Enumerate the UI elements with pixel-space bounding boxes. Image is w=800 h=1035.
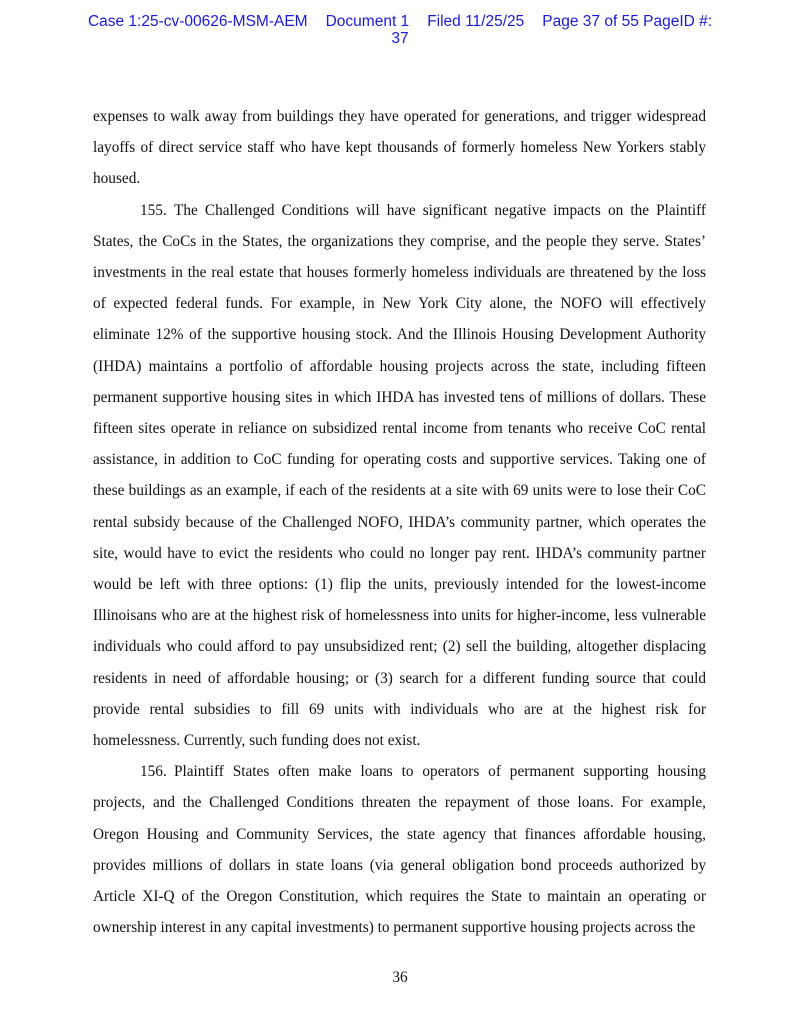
filed-date: Filed 11/25/25 — [427, 13, 525, 30]
case-header — [60, 13, 740, 47]
page-info: Page 37 of 55 PageID #: — [542, 13, 713, 30]
case-number: Case 1:25-cv-00626-MSM-AEM — [87, 13, 308, 30]
case-header-line-1 — [60, 13, 740, 30]
continuation-paragraph: expenses to walk away from buildings they have operated for generations, and trigger widespread layoffs of direct service staff who have kept thousands of formerly homeless New Yorkers stably housed. — [93, 108, 706, 188]
paragraph-number: 155. — [140, 201, 167, 219]
page-id: 37 — [391, 30, 409, 47]
paragraph-156 — [93, 756, 706, 943]
document-number: Document 1 — [325, 13, 410, 30]
paragraph-155 — [93, 195, 706, 757]
document-body — [93, 101, 706, 943]
paragraph-text: The Challenged Conditions will have significant negative impacts on the Plaintiff States, the CoCs in the States, the organizations they comprise, and the people they serve. States’ investments in the real estate that houses formerly homeless individuals are threatened by the loss of expected federal funds. For example, in New York City alone, the NOFO will effectively eliminate 12% of the supportive housing stock. And the Illinois Housing Development Authority (IHDA) maintains a portfolio of affordable housing projects across the state, including fifteen permanent supportive housing sites in which IHDA has invested tens of millions of dollars. These fifteen sites operate in reliance on subsidized rental income from tenants who receive CoC rental assistance, in addition to CoC funding for operating costs and supportive services. Taking one of these buildings as an example, if each of the residents at a site with 69 units were to lose their CoC rental subsidy because of the Challenged NOFO, IHDA’s community partner, which operates the site, would have to evict the residents who could no longer pay rent. IHDA’s community partner would be left with three options: (1) flip the units, previously intended for the lowest-income Illinoisans who are at the highest risk of homelessness into units for higher-income, less vulnerable individuals who could afford to pay unsubsidized rent; (2) sell the building, altogether displacing residents in need of affordable housing; or (3) search for a different funding source that could provide rental subsidies to fill 69 units with individuals who are at the highest risk for homelessness. Currently, such funding does not exist. — [93, 201, 706, 750]
paragraph-text: Plaintiff States often make loans to operators of permanent supporting housing projects, and the Challenged Conditions threaten the repayment of those loans. For example, Oregon Housing and Community Services, the state agency that finances affordable housing, provides millions of dollars in state loans (via general obligation bond proceeds authorized by Article XI-Q of the Oregon Constitution, which requires the State to maintain an operating or ownership interest in any capital investments) to permanent supportive housing projects across the — [93, 763, 706, 937]
paragraph-number: 156. — [140, 763, 167, 781]
page-number: 36 — [392, 969, 408, 986]
